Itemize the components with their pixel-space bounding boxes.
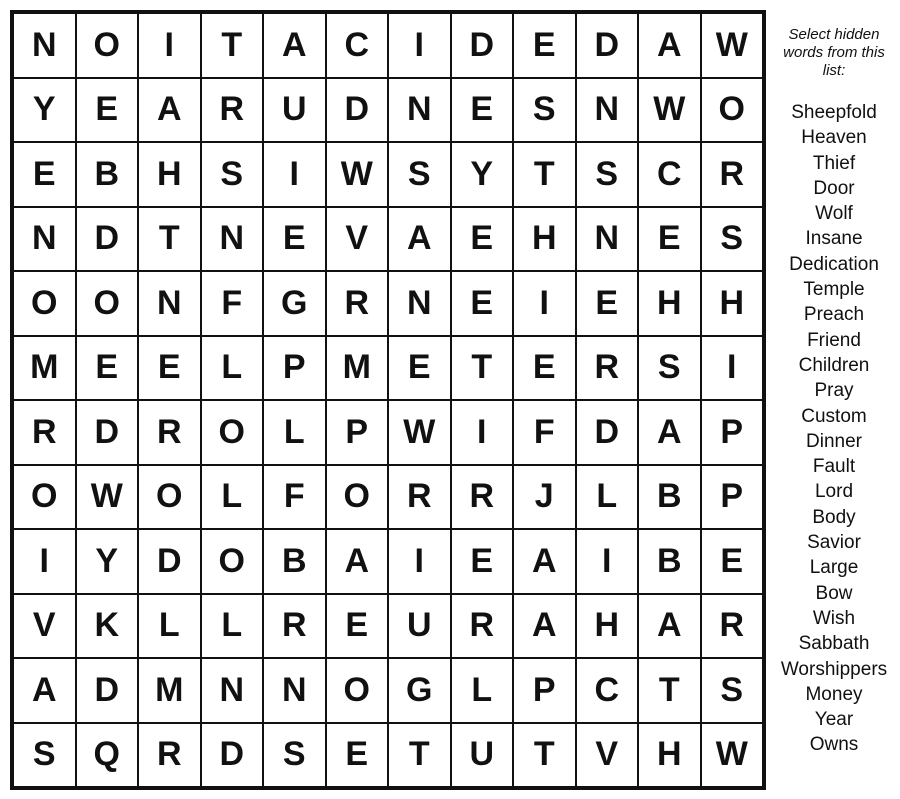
grid-cell[interactable]: H — [638, 271, 701, 336]
grid-cell[interactable]: A — [388, 207, 451, 272]
grid-cell[interactable]: R — [138, 723, 201, 788]
grid-cell[interactable]: N — [13, 207, 76, 272]
grid-cell[interactable]: E — [451, 207, 514, 272]
grid-cell[interactable]: R — [13, 400, 76, 465]
grid-cell[interactable]: L — [451, 658, 514, 723]
word-list-item: Lord — [814, 481, 854, 503]
grid-cell[interactable]: A — [638, 594, 701, 659]
grid-cell[interactable]: R — [701, 142, 764, 207]
grid-cell[interactable]: V — [576, 723, 639, 788]
grid-cell[interactable]: D — [138, 529, 201, 594]
grid-cell[interactable]: S — [701, 658, 764, 723]
grid-cell[interactable]: H — [513, 207, 576, 272]
grid-cell[interactable]: B — [76, 142, 139, 207]
grid-cell[interactable]: E — [451, 529, 514, 594]
grid-cell[interactable]: T — [201, 13, 264, 78]
grid-cell[interactable]: R — [201, 78, 264, 143]
grid-cell[interactable]: I — [138, 13, 201, 78]
grid-cell[interactable]: E — [263, 207, 326, 272]
word-list-item: Pray — [814, 380, 854, 402]
grid-cell[interactable]: N — [388, 78, 451, 143]
grid-cell[interactable]: S — [263, 723, 326, 788]
grid-cell[interactable]: M — [138, 658, 201, 723]
grid-cell[interactable]: E — [76, 336, 139, 401]
grid-cell[interactable]: D — [326, 78, 389, 143]
grid-cell[interactable]: G — [388, 658, 451, 723]
grid-cell[interactable]: E — [388, 336, 451, 401]
grid-cell[interactable]: M — [13, 336, 76, 401]
grid-cell[interactable]: D — [576, 400, 639, 465]
word-list-item: Worshippers — [780, 658, 888, 680]
grid-cell[interactable]: O — [13, 271, 76, 336]
grid-cell[interactable]: T — [513, 142, 576, 207]
grid-cell[interactable]: L — [138, 594, 201, 659]
grid-cell[interactable]: E — [451, 271, 514, 336]
grid-cell[interactable]: N — [388, 271, 451, 336]
grid-cell[interactable]: S — [13, 723, 76, 788]
word-list-item: Year — [814, 709, 854, 731]
grid-cell[interactable]: P — [513, 658, 576, 723]
grid-cell[interactable]: A — [638, 400, 701, 465]
grid-cell[interactable]: O — [701, 78, 764, 143]
grid-cell[interactable]: W — [326, 142, 389, 207]
grid-cell[interactable]: D — [76, 207, 139, 272]
grid-cell[interactable]: G — [263, 271, 326, 336]
grid-cell[interactable]: D — [451, 13, 514, 78]
grid-cell[interactable]: O — [13, 465, 76, 530]
word-list-item: Sheepfold — [791, 102, 877, 123]
grid-cell[interactable]: Y — [76, 529, 139, 594]
grid-cell[interactable]: S — [638, 336, 701, 401]
grid-cell[interactable]: N — [263, 658, 326, 723]
grid-cell[interactable]: C — [326, 13, 389, 78]
word-list-item: Wish — [812, 607, 856, 629]
grid-cell[interactable]: V — [13, 594, 76, 659]
word-list-item: Friend — [807, 329, 861, 351]
word-list-item: Fault — [812, 456, 856, 478]
grid-cell[interactable]: S — [576, 142, 639, 207]
grid-cell[interactable]: S — [201, 142, 264, 207]
grid-cell[interactable]: U — [263, 78, 326, 143]
word-list-item: Children — [798, 354, 870, 376]
grid-cell[interactable]: T — [388, 723, 451, 788]
grid-cell[interactable]: S — [388, 142, 451, 207]
grid-cell[interactable]: I — [263, 142, 326, 207]
grid-cell[interactable]: R — [138, 400, 201, 465]
grid-cell[interactable]: E — [638, 207, 701, 272]
grid-cell[interactable]: P — [326, 400, 389, 465]
grid-cell[interactable]: E — [513, 13, 576, 78]
grid-cell[interactable]: N — [576, 78, 639, 143]
grid-cell[interactable]: R — [263, 594, 326, 659]
grid-cell[interactable]: R — [451, 594, 514, 659]
grid-cell[interactable]: O — [76, 271, 139, 336]
grid-cell[interactable]: D — [76, 658, 139, 723]
word-list-item: Custom — [801, 405, 867, 427]
grid-cell[interactable]: E — [326, 594, 389, 659]
grid-cell[interactable]: B — [638, 465, 701, 530]
grid-cell[interactable]: D — [201, 723, 264, 788]
grid-cell[interactable]: F — [513, 400, 576, 465]
grid-cell[interactable]: E — [13, 142, 76, 207]
grid-cell[interactable]: L — [576, 465, 639, 530]
word-list — [770, 100, 898, 758]
grid-cell[interactable]: D — [76, 400, 139, 465]
grid-cell[interactable]: P — [701, 400, 764, 465]
grid-cell[interactable]: E — [76, 78, 139, 143]
grid-cell[interactable]: F — [201, 271, 264, 336]
grid-cell[interactable]: Q — [76, 723, 139, 788]
word-list-item: Body — [812, 506, 856, 528]
grid-cell[interactable]: V — [326, 207, 389, 272]
grid-cell[interactable]: W — [701, 13, 764, 78]
grid-cell[interactable]: L — [201, 594, 264, 659]
grid-cell[interactable]: O — [201, 529, 264, 594]
grid-cell[interactable]: H — [701, 271, 764, 336]
word-list-item: Owns — [809, 734, 859, 756]
grid-cell[interactable]: S — [513, 78, 576, 143]
grid-cell[interactable]: N — [13, 13, 76, 78]
grid-cell[interactable]: R — [388, 465, 451, 530]
word-list-item: Temple — [803, 279, 865, 301]
grid-cell[interactable]: E — [576, 271, 639, 336]
grid-cell[interactable]: B — [263, 529, 326, 594]
grid-cell[interactable]: O — [138, 465, 201, 530]
grid-cell[interactable]: M — [326, 336, 389, 401]
grid-cell[interactable]: T — [638, 658, 701, 723]
word-list-item: Large — [809, 557, 859, 579]
word-list-item: Insane — [805, 228, 863, 250]
grid-cell[interactable]: H — [638, 723, 701, 788]
grid-cell[interactable]: W — [638, 78, 701, 143]
grid-cell[interactable]: R — [326, 271, 389, 336]
grid-cell[interactable]: A — [326, 529, 389, 594]
grid-cell[interactable]: F — [263, 465, 326, 530]
grid-cell[interactable]: R — [451, 465, 514, 530]
grid-cell[interactable]: L — [201, 465, 264, 530]
grid-cell[interactable]: E — [326, 723, 389, 788]
word-list-item: Dedication — [789, 253, 879, 275]
grid-cell[interactable]: Y — [13, 78, 76, 143]
grid-cell[interactable]: A — [263, 13, 326, 78]
grid-cell[interactable]: T — [138, 207, 201, 272]
grid-cell[interactable]: N — [201, 658, 264, 723]
grid-cell[interactable]: R — [576, 336, 639, 401]
grid-cell[interactable]: A — [513, 594, 576, 659]
instructions-text: Select hidden words from this list: — [783, 26, 885, 79]
word-search-grid — [10, 10, 766, 790]
grid-cell[interactable]: A — [638, 13, 701, 78]
grid-cell[interactable]: T — [451, 336, 514, 401]
grid-cell[interactable]: O — [326, 658, 389, 723]
grid-cell[interactable]: E — [701, 529, 764, 594]
grid-cell[interactable]: I — [13, 529, 76, 594]
word-list-panel — [770, 26, 898, 758]
grid-cell[interactable]: Y — [451, 142, 514, 207]
grid-cell[interactable]: R — [701, 594, 764, 659]
grid-cell[interactable]: W — [388, 400, 451, 465]
grid-cell[interactable]: L — [263, 400, 326, 465]
word-list-item: Preach — [803, 304, 865, 326]
grid-cell[interactable]: E — [138, 336, 201, 401]
word-list-item: Bow — [815, 582, 853, 604]
grid-cell[interactable]: U — [451, 723, 514, 788]
word-list-item: Door — [813, 177, 855, 199]
grid-cell[interactable]: N — [138, 271, 201, 336]
grid-cell[interactable]: D — [576, 13, 639, 78]
grid-cell[interactable]: I — [451, 400, 514, 465]
grid-cell[interactable]: I — [388, 13, 451, 78]
grid-cell[interactable]: W — [76, 465, 139, 530]
grid-cell[interactable]: A — [513, 529, 576, 594]
grid-cell[interactable]: E — [451, 78, 514, 143]
grid-cell[interactable]: C — [638, 142, 701, 207]
grid-cell[interactable]: H — [576, 594, 639, 659]
grid-cell[interactable]: W — [701, 723, 764, 788]
grid-cell[interactable]: U — [388, 594, 451, 659]
grid-cell[interactable]: I — [701, 336, 764, 401]
grid-cell[interactable]: A — [13, 658, 76, 723]
grid-cell[interactable]: C — [576, 658, 639, 723]
word-list-item: Savior — [807, 532, 861, 554]
word-list-item: Money — [805, 683, 863, 705]
grid-cell[interactable]: O — [201, 400, 264, 465]
grid-cell[interactable]: J — [513, 465, 576, 530]
grid-cell[interactable]: I — [513, 271, 576, 336]
grid-cell[interactable]: N — [201, 207, 264, 272]
grid-cell[interactable]: S — [701, 207, 764, 272]
grid-cell[interactable]: P — [701, 465, 764, 530]
grid-cell[interactable]: P — [263, 336, 326, 401]
word-list-item: Wolf — [815, 203, 853, 225]
grid-cell[interactable]: T — [513, 723, 576, 788]
word-list-item: Sabbath — [798, 633, 870, 655]
grid-cell[interactable]: B — [638, 529, 701, 594]
grid-cell[interactable]: I — [576, 529, 639, 594]
word-list-item: Dinner — [806, 430, 862, 452]
grid-cell[interactable]: O — [76, 13, 139, 78]
grid-cell[interactable]: O — [326, 465, 389, 530]
grid-cell[interactable]: L — [201, 336, 264, 401]
grid-cell[interactable]: H — [138, 142, 201, 207]
grid-cell[interactable]: N — [576, 207, 639, 272]
grid-cell[interactable]: K — [76, 594, 139, 659]
grid-cell[interactable]: E — [513, 336, 576, 401]
word-list-item: Thief — [812, 152, 856, 174]
grid-cell[interactable]: A — [138, 78, 201, 143]
word-list-item: Heaven — [801, 127, 867, 149]
grid-cell[interactable]: I — [388, 529, 451, 594]
